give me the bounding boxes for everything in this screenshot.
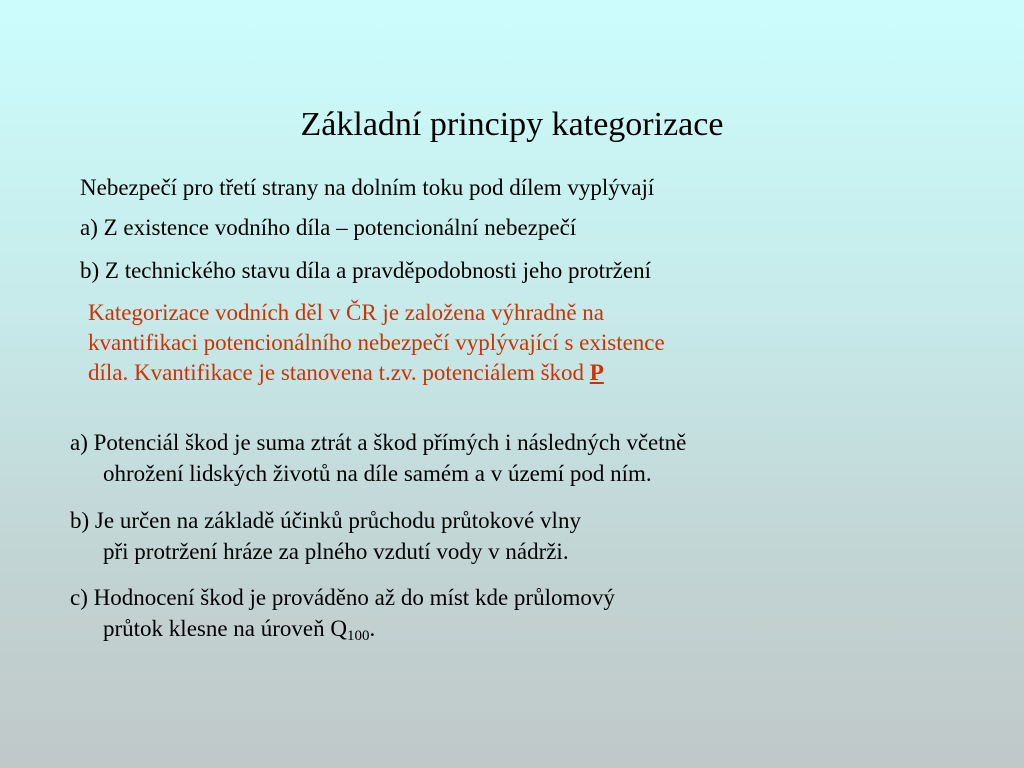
intro-line-2: a) Z existence vodního díla – potencionální nebezpečí [80, 215, 577, 240]
item-c-cont-text: průtok klesne na úroveň Q [103, 616, 347, 641]
item-a-continuation: ohrožení lidských životů na díle samém a v území pod ním. [103, 461, 652, 486]
item-a [70, 427, 686, 489]
item-c-cont-suffix: . [369, 616, 376, 641]
intro-line-1: Nebezpečí pro třetí strany na dolním toku pod dílem vyplývají [80, 175, 655, 200]
intro-line-3: b) Z technického stavu díla a pravděpodobnosti jeho protržení [80, 258, 651, 283]
item-a-first-line: a) Potenciál škod je suma ztrát a škod přímých i následných včetně [70, 430, 687, 455]
potential-symbol: P [589, 360, 604, 385]
item-b-first-line: b) Je určen na základě účinků průchodu průtokové vlny [70, 508, 581, 533]
highlight-line-3 [88, 358, 828, 388]
highlight-line-3-text: díla. Kvantifikace je stanovena t.zv. potenciálem škod [88, 360, 590, 385]
item-b-continuation: při protržení hráze za plného vzdutí vody v nádrži. [103, 539, 569, 564]
highlight-line-2: kvantifikaci potencionálního nebezpečí vyplývající s existence [88, 330, 665, 355]
item-c-continuation [70, 613, 615, 644]
highlight-line-1: Kategorizace vodních děl v ČR je založena výhradně na [88, 300, 604, 325]
item-b [70, 505, 581, 567]
q-subscript: 100 [347, 628, 370, 644]
highlight-paragraph [88, 298, 828, 388]
item-c-first-line: c) Hodnocení škod je prováděno až do míst kde průlomový [70, 585, 615, 610]
slide-title: Základní principy kategorizace [300, 106, 724, 143]
item-c [70, 582, 615, 644]
